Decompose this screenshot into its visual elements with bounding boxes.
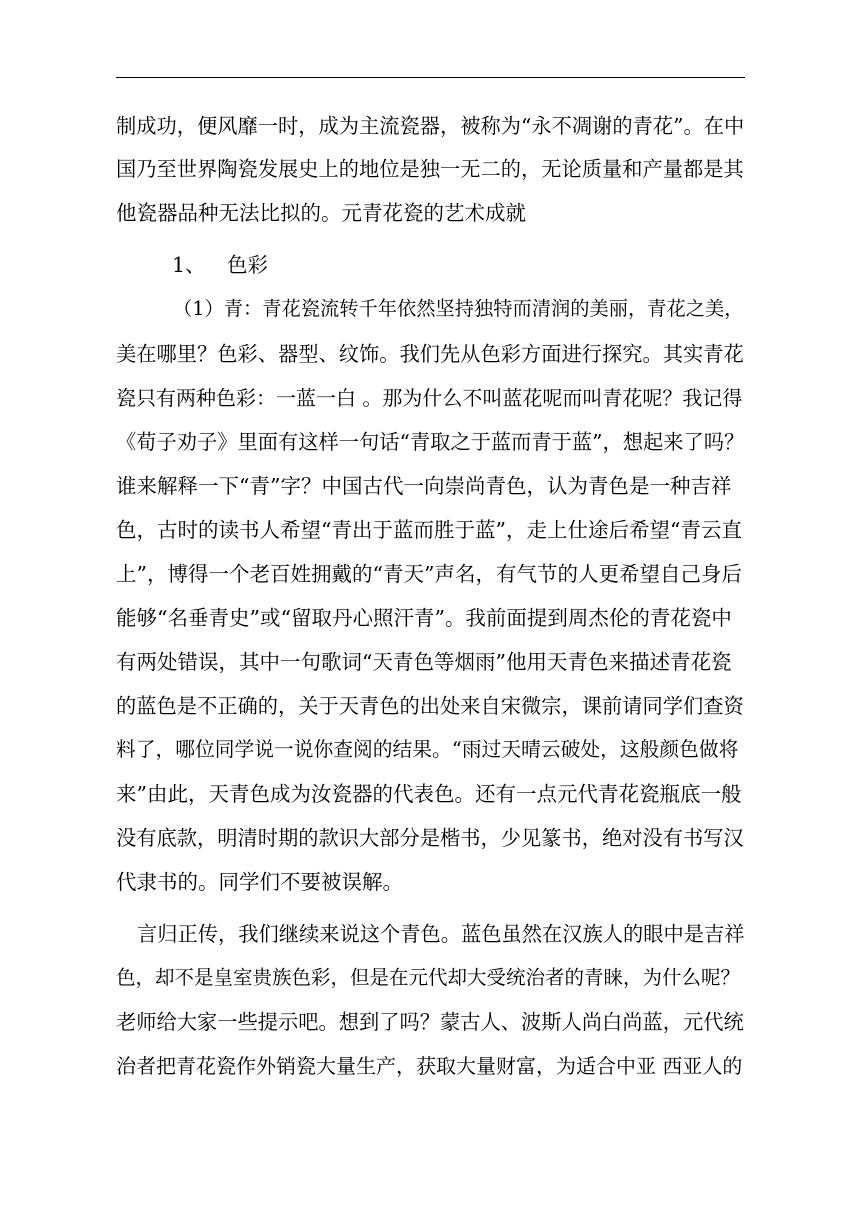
text-line: 他瓷器品种无法比拟的。元青花瓷的艺术成就 <box>116 201 526 225</box>
text-line: 制成功，便风靡一时，成为主流瓷器，被称为“永不凋谢的青花”。在中 <box>116 114 745 138</box>
text-line: 色，古时的读书人希望“青出于蓝而胜于蓝”，走上仕途后希望“青云直 <box>116 518 742 542</box>
section-title: 色彩 <box>227 253 268 277</box>
text-line: 瓷只有两种色彩：一蓝一白 。那为什么不叫蓝花呢而叫青花呢？我记得 <box>116 386 743 410</box>
section-number: 1、 <box>172 253 206 277</box>
text-line: 的蓝色是不正确的，关于天青色的出处来自宋微宗，课前请同学们查资 <box>116 694 744 718</box>
text-line: 有两处错误，其中一句歌词“天青色等烟雨”他用天青色来描述青花瓷 <box>116 650 732 674</box>
text-line: 国乃至世界陶瓷发展史上的地位是独一无二的，无论质量和产量都是其 <box>116 157 744 181</box>
text-line: 能够“名垂青史”或“留取丹心照汗青”。我前面提到周杰伦的青花瓷中 <box>116 606 732 630</box>
text-line: （1）青：青花瓷流转千年依然坚持独特而清润的美丽，青花之美， <box>173 297 744 320</box>
text-line: 治者把青花瓷作外销瓷大量生产，获取大量财富，为适合中亚 西亚人的 <box>116 1054 743 1078</box>
header-rule <box>116 77 745 78</box>
text-line: 美在哪里？色彩、器型、纹饰。我们先从色彩方面进行探究。其实青花 <box>116 342 744 366</box>
text-line: 色，却不是皇室贵族色彩，但是在元代却大受统治者的青睐，为什么呢？ <box>116 966 741 989</box>
text-line: 老师给大家一些提示吧。想到了吗？蒙古人、波斯人尚白尚蓝，元代统 <box>116 1010 744 1034</box>
text-line: 没有底款，明清时期的款识大部分是楷书，少见篆书，绝对没有书写汉 <box>116 826 744 850</box>
text-line: 言归正传，我们继续来说这个青色。蓝色虽然在汉族人的眼中是吉祥 <box>137 922 745 946</box>
text-line: 《荀子劝子》里面有这样一句话“青取之于蓝而青于蓝”，想起来了吗？ <box>116 430 745 454</box>
text-line: 谁来解释一下“青”字？中国古代一向崇尚青色，认为青色是一种吉祥 <box>116 474 732 498</box>
text-line: 料了，哪位同学说一说你查阅的结果。“雨过天晴云破处，这般颜色做将 <box>116 738 739 761</box>
text-line: 代隶书的。同学们不要被误解。 <box>116 870 403 894</box>
text-line: 来”由此，天青色成为汝瓷器的代表色。还有一点元代青花瓷瓶底一般 <box>116 782 742 806</box>
text-line: 上”，博得一个老百姓拥戴的“青天”声名，有气节的人更希望自己身后 <box>116 562 742 586</box>
